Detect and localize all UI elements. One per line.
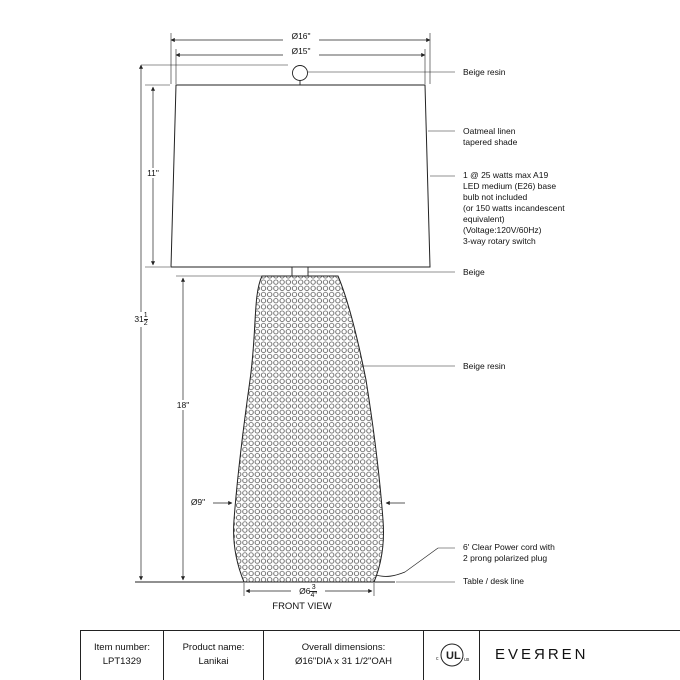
power-cord — [376, 572, 405, 576]
callout-shade: Oatmeal linen tapered shade — [463, 126, 518, 147]
overall-dimensions-value: Ø16"DIA x 31 1/2"OAH — [294, 656, 393, 667]
title-block-cert — [424, 630, 480, 680]
shade-height-label: 11" — [142, 168, 164, 178]
product-name-value: Lanikai — [198, 656, 229, 667]
shade-top-label: Ø15" — [283, 46, 319, 56]
lampshade — [171, 85, 430, 267]
title-block-product — [164, 630, 264, 680]
title-block-dimensions — [264, 630, 424, 680]
overall-dimensions-label: Overall dimensions: — [301, 642, 386, 653]
callout-socket: Beige — [463, 267, 485, 277]
view-label: FRONT VIEW — [272, 601, 332, 612]
body-height-label: 18" — [171, 400, 195, 410]
callout-cord: 6' Clear Power cord with 2 prong polarized plug — [463, 542, 555, 563]
overall-height-label: 31 $\frac{1}{2}$ — [126, 312, 156, 327]
shade-width-label: Ø16" — [283, 31, 319, 41]
callout-finial: Beige resin — [463, 67, 506, 77]
brand-logo: EVEЯREN — [495, 646, 589, 663]
product-name-label: Product name: — [182, 642, 245, 653]
ul-mark-text: UL — [446, 650, 461, 662]
title-block-item — [80, 630, 164, 680]
svg-text:c: c — [436, 656, 439, 662]
item-number-value: LPT1329 — [102, 656, 142, 667]
svg-text:us: us — [464, 657, 470, 663]
base-width-label: Ø6 $\frac{3}{4"}$ — [291, 584, 325, 599]
body-width-label: Ø9" — [190, 497, 206, 507]
socket-neck — [292, 267, 308, 276]
item-number-label: Item number: — [94, 642, 150, 653]
callout-table-line: Table / desk line — [463, 576, 524, 586]
callout-bulb: 1 @ 25 watts max A19 LED medium (E26) base bulb not included (or 150 watts incandescent equivalent) (Voltage:120V/60Hz) 3-way rotary switch — [463, 170, 565, 246]
callout-body: Beige resin — [463, 361, 506, 371]
finial — [293, 66, 308, 81]
lamp-body — [234, 276, 384, 582]
